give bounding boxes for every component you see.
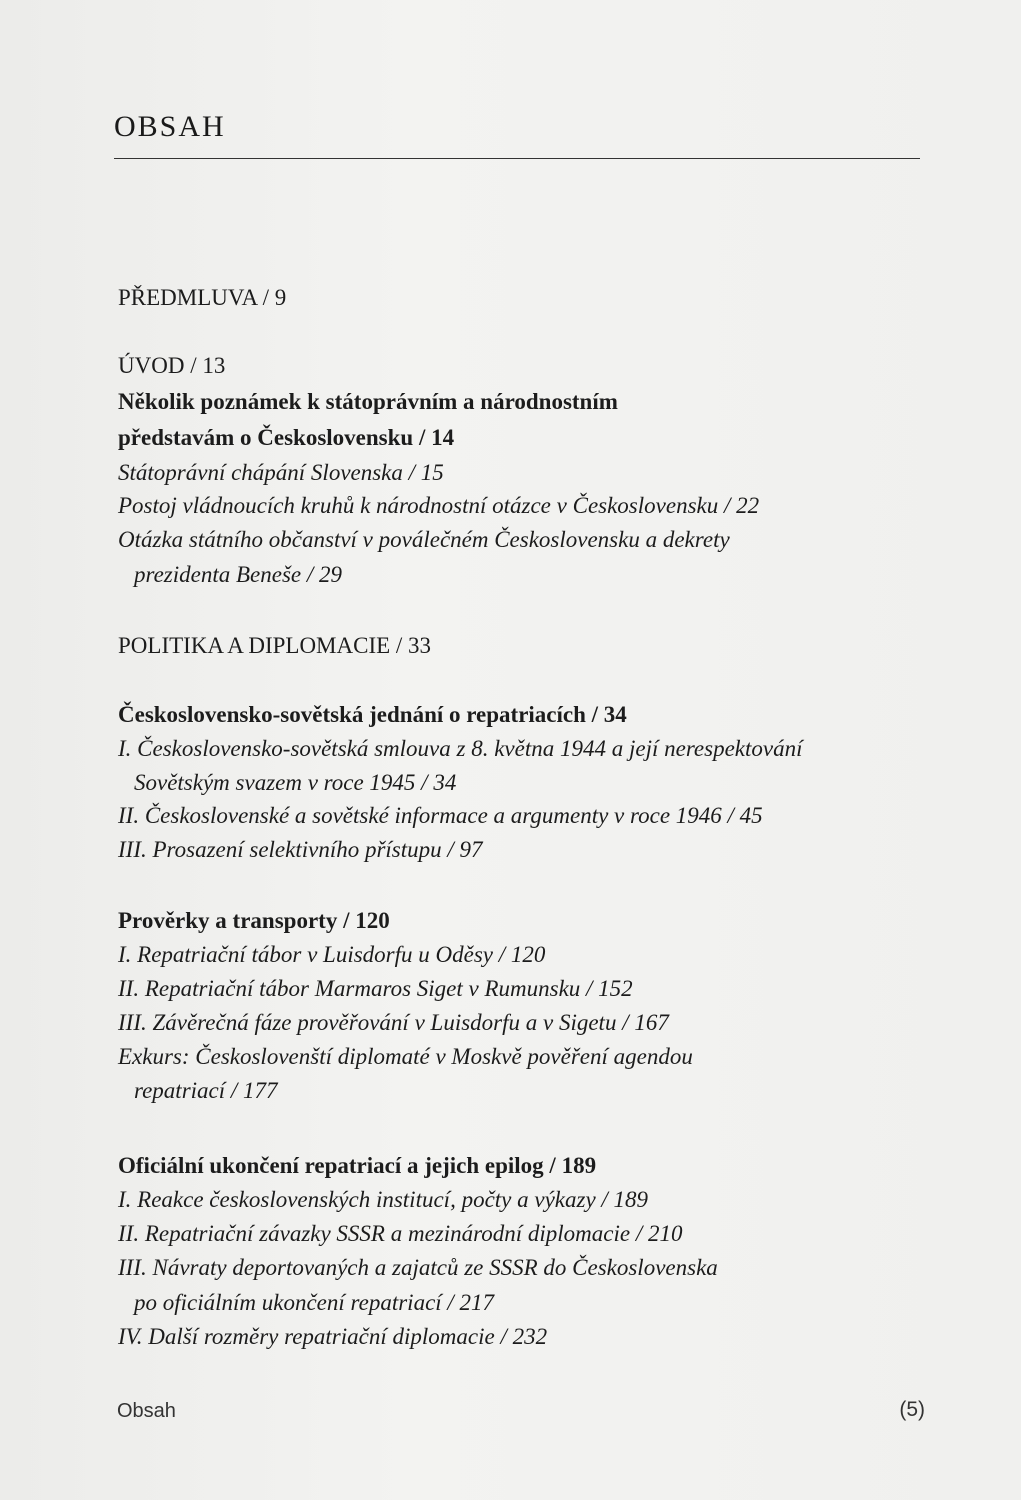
- toc-section: II. Československé a sovětské informace a argumenty v roce 1946 / 45: [118, 803, 763, 828]
- toc-section-continuation: Sovětským svazem v roce 1945 / 34: [134, 770, 457, 795]
- toc-part-uvod: ÚVOD / 13: [118, 353, 226, 378]
- toc-section: Exkurs: Českoslovenští diplomaté v Moskvě pověření agendou: [118, 1044, 693, 1069]
- toc-section: III. Návraty deportovaných a zajatců ze SSSR do Československa: [118, 1255, 718, 1280]
- toc-section: I. Československo-sovětská smlouva z 8. května 1944 a její nerespektování: [118, 736, 803, 761]
- toc-section: III. Prosazení selektivního přístupu / 97: [118, 837, 483, 862]
- toc-section: I. Reakce československých institucí, počty a výkazy / 189: [118, 1187, 649, 1212]
- toc-part-politika: POLITIKA A DIPLOMACIE / 33: [118, 633, 432, 658]
- toc-section-continuation: po oficiálním ukončení repatriací / 217: [134, 1290, 495, 1315]
- toc-section: Postoj vládnoucích kruhů k národnostní otázce v Československu / 22: [118, 493, 760, 518]
- page-number: (5): [899, 1398, 925, 1421]
- toc-chapter: Oficiální ukončení repatriací a jejich epilog / 189: [118, 1153, 597, 1178]
- toc-section: II. Repatriační tábor Marmaros Siget v Rumunsku / 152: [118, 976, 633, 1001]
- toc-chapter: Československo-sovětská jednání o repatriacích / 34: [118, 702, 627, 727]
- toc-section: III. Závěrečná fáze prověřování v Luisdorfu a v Sigetu / 167: [118, 1010, 669, 1035]
- toc-part-predmluva: PŘEDMLUVA / 9: [118, 285, 287, 310]
- toc-section-continuation: repatriací / 177: [134, 1078, 278, 1103]
- toc-section: I. Repatriační tábor v Luisdorfu u Oděsy / 120: [118, 942, 546, 967]
- page-title: OBSAH: [114, 110, 226, 143]
- toc-chapter-line: představám o Československu / 14: [118, 425, 455, 450]
- title-divider: [114, 158, 920, 159]
- toc-section: Otázka státního občanství v poválečném Československu a dekrety: [118, 527, 730, 552]
- toc-section: IV. Další rozměry repatriační diplomacie / 232: [118, 1324, 548, 1349]
- toc-section: II. Repatriační závazky SSSR a mezinárodní diplomacie / 210: [118, 1221, 683, 1246]
- running-footer-label: Obsah: [117, 1400, 176, 1422]
- toc-chapter: Prověrky a transporty / 120: [118, 908, 390, 933]
- toc-section: Státoprávní chápání Slovenska / 15: [118, 460, 444, 485]
- toc-chapter-line: Několik poznámek k státoprávním a národnostním: [118, 389, 618, 414]
- toc-section-continuation: prezidenta Beneše / 29: [134, 562, 343, 587]
